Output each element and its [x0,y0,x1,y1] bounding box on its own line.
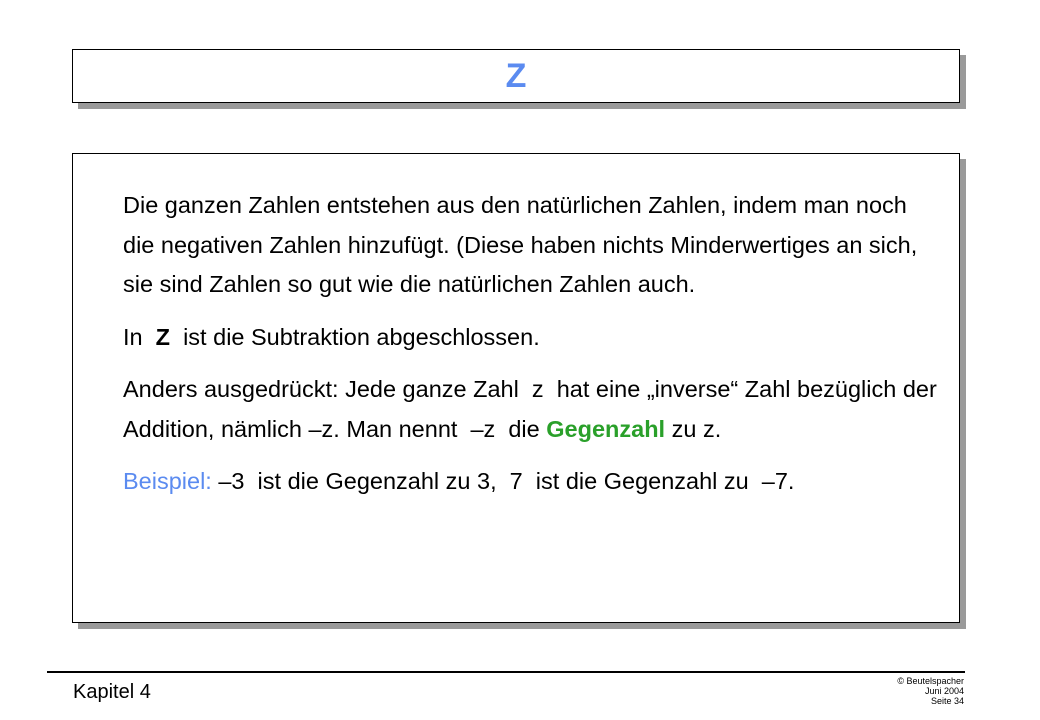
content-text [123,186,943,515]
paragraph-subtraction [123,318,943,358]
content-box [72,153,960,623]
paragraph-subtraction-pre: In [123,323,156,350]
paragraph-inverse-post: zu z. [665,415,722,442]
paragraph-inverse-pre: Anders ausgedrückt: Jede ganze Zahl z hat eine „inverse“ Zahl bezüglich der Addition, nämlich –z. Man nennt –z die [123,376,943,442]
paragraph-inverse [123,370,943,449]
paragraph-example [123,462,943,502]
footer-date: Juni 2004 [924,686,964,696]
example-text: –3 ist die Gegenzahl zu 3, 7 ist die Gegenzahl zu –7. [211,468,795,494]
footer-page: Seite 34 [930,696,964,706]
slide-title: Z [505,57,527,95]
gegenzahl-term: Gegenzahl [546,415,666,442]
integer-symbol: Z [155,323,171,350]
example-label: Beispiel: [123,468,212,494]
footer-chapter: Kapitel 4 [73,681,151,703]
paragraph-definition: Die ganzen Zahlen entstehen aus den natürlichen Zahlen, indem man noch die negativen Zahlen hinzufügt. (Diese haben nichts Minderwertiges an sich, sie sind Zahlen so gut wie die natürlichen Zahlen auch. [123,192,918,297]
title-box [72,49,960,103]
footer-info [897,676,964,706]
paragraph-subtraction-post: ist die Subtraktion abgeschlossen. [170,323,540,350]
footer-divider [47,671,965,673]
footer-copyright: © Beutelspacher [897,676,964,686]
